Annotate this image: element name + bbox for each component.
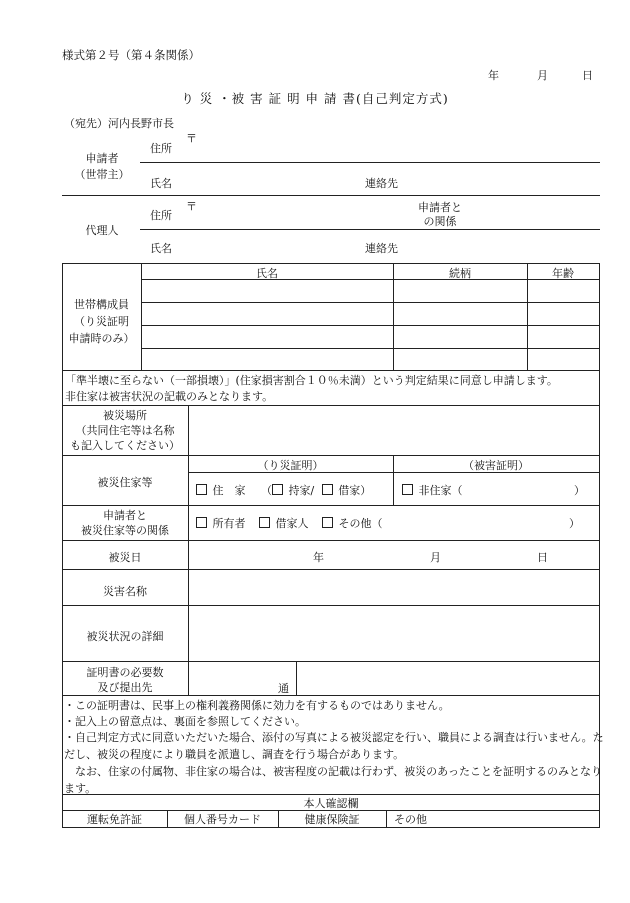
- relationship-label-2: 被災住家等の関係: [81, 524, 169, 537]
- damage-location-label-3: も記入してください）: [70, 439, 180, 452]
- checkbox-icon[interactable]: [259, 517, 270, 528]
- relationship-label: 申請者と: [103, 509, 147, 522]
- identity-health-insurance: 健康保険証: [304, 813, 360, 826]
- damage-date-label: 被災日: [108, 551, 142, 564]
- checkbox-icon[interactable]: [196, 517, 207, 528]
- checkbox-icon[interactable]: [196, 484, 207, 495]
- row-line: [62, 505, 600, 506]
- row-line: [62, 540, 600, 541]
- house-option-label: 住 家: [212, 484, 246, 497]
- house-option[interactable]: [196, 482, 371, 498]
- applicant-bottom-line: [62, 195, 600, 196]
- table-bottom-border: [62, 827, 600, 828]
- note-1: ・この証明書は、民事上の権利義務関係に効力を有するものではありません。: [64, 699, 450, 712]
- damage-location-label: 被災場所: [103, 409, 147, 422]
- label-column-divider: [188, 405, 189, 695]
- nonhouse-paren-close: ）: [574, 484, 585, 497]
- household-col-age: 年齢: [552, 267, 574, 280]
- household-row-line: [141, 348, 599, 349]
- copies-label-2: 及び提出先: [97, 681, 153, 694]
- household-bottom-line: [62, 370, 600, 371]
- table-left-border: [62, 263, 63, 827]
- applicant-label: 申請者: [85, 152, 119, 165]
- applicant-name-label: 氏名: [150, 177, 172, 190]
- copies-unit: 通: [278, 682, 289, 695]
- agent-relation-label-2: の関係: [423, 215, 457, 228]
- household-col-relation: 続柄: [449, 267, 471, 280]
- tenant-option-label: 借家人: [275, 517, 309, 530]
- date-day-label: 日: [582, 69, 593, 82]
- row-line: [62, 661, 600, 662]
- consent-statement: 「準半壊に至らない（一部損壊）」(住家損害割合１０％未満）という判定結果に同意し申請します。: [65, 374, 558, 387]
- household-label: 世帯構成員: [74, 298, 129, 311]
- paren-open: （: [261, 484, 272, 497]
- identity-drivers-license: 運転免許証: [87, 813, 142, 826]
- checkbox-icon[interactable]: [322, 517, 333, 528]
- nonhouse-option[interactable]: [402, 482, 463, 498]
- rented-option-label: 借家）: [338, 484, 372, 497]
- row-line: [62, 695, 600, 696]
- table-top-border: [62, 263, 600, 264]
- nonhouse-option-label: 非住家（: [418, 484, 463, 497]
- household-label-3: 申請時のみ）: [68, 332, 135, 345]
- risai-header: （り災証明）: [257, 459, 324, 472]
- identity-other: その他: [394, 813, 427, 826]
- note-3: ・自己判定方式に同意いただいた場合、添付の写真による被災認定を行い、職員による調査は行いません。ただし、被災の程度により職員を派遣し、調査を行う場合があります。: [64, 731, 604, 761]
- date-year-label: 年: [488, 69, 499, 82]
- higai-header: （被害証明）: [463, 459, 529, 472]
- checkbox-icon[interactable]: [402, 484, 413, 495]
- other-option-label: その他（: [338, 517, 383, 530]
- owner-option-label: 所有者: [212, 517, 246, 530]
- applicant-contact-label: 連絡先: [365, 177, 398, 190]
- copies-label: 証明書の必要数: [86, 666, 164, 679]
- damage-date-day: 日: [537, 551, 548, 564]
- row-line: [62, 569, 600, 570]
- relationship-options[interactable]: [196, 515, 383, 531]
- owned-option-label: 持家/: [288, 484, 315, 497]
- row-line: [62, 455, 600, 456]
- agent-relation-label: 申請者と: [418, 201, 462, 214]
- disaster-name-label: 災害名称: [103, 585, 147, 598]
- damaged-house-label: 被災住家等: [97, 476, 153, 489]
- household-col-name: 氏名: [256, 267, 278, 280]
- household-row-line: [141, 325, 599, 326]
- household-label-2: （り災証明: [74, 315, 129, 328]
- damage-date-year: 年: [313, 551, 324, 564]
- addressee: （宛先）河内長野市長: [64, 117, 174, 130]
- page-title: り 災 ・被 害 証 明 申 請 書(自己判定方式): [181, 91, 449, 106]
- date-month-label: 月: [537, 69, 548, 82]
- row-line: [62, 605, 600, 606]
- applicant-address-line: [140, 162, 600, 163]
- nonhouse-note: 非住家は被害状況の記載のみとなります。: [65, 390, 274, 403]
- agent-label: 代理人: [85, 224, 119, 237]
- agent-contact-label: 連絡先: [365, 242, 398, 255]
- agent-address-line: [140, 229, 600, 230]
- agent-name-label: 氏名: [150, 242, 172, 255]
- checkbox-icon[interactable]: [322, 484, 333, 495]
- identity-divider: [386, 810, 387, 827]
- damage-location-label-2: （共同住宅等は名称: [75, 424, 175, 437]
- damage-date-month: 月: [430, 551, 441, 564]
- applicant-sublabel: （世帯主）: [74, 168, 130, 181]
- copies-divider: [296, 661, 297, 695]
- consent-bottom-line: [62, 405, 600, 406]
- note-2: ・記入上の留意点は、裏面を参照してください。: [64, 715, 306, 728]
- applicant-address-label: 住所: [150, 142, 172, 155]
- agent-postal-mark: 〒: [186, 200, 197, 213]
- identity-title: 本人確認欄: [303, 797, 359, 810]
- other-paren-close: ）: [569, 517, 580, 530]
- checkbox-icon[interactable]: [272, 484, 283, 495]
- household-row-line: [141, 302, 599, 303]
- identity-my-number-card: 個人番号カード: [184, 813, 261, 826]
- form-number: 様式第２号（第４条関係）: [62, 48, 200, 62]
- damage-details-label: 被災状況の詳細: [86, 630, 164, 643]
- applicant-postal-mark: 〒: [186, 132, 197, 145]
- agent-address-label: 住所: [150, 209, 172, 222]
- note-4: なお、住家の付属物、非住家の場合は、被害程度の記載は行わず、被災のあったことを証明するのみとなります。: [64, 765, 603, 795]
